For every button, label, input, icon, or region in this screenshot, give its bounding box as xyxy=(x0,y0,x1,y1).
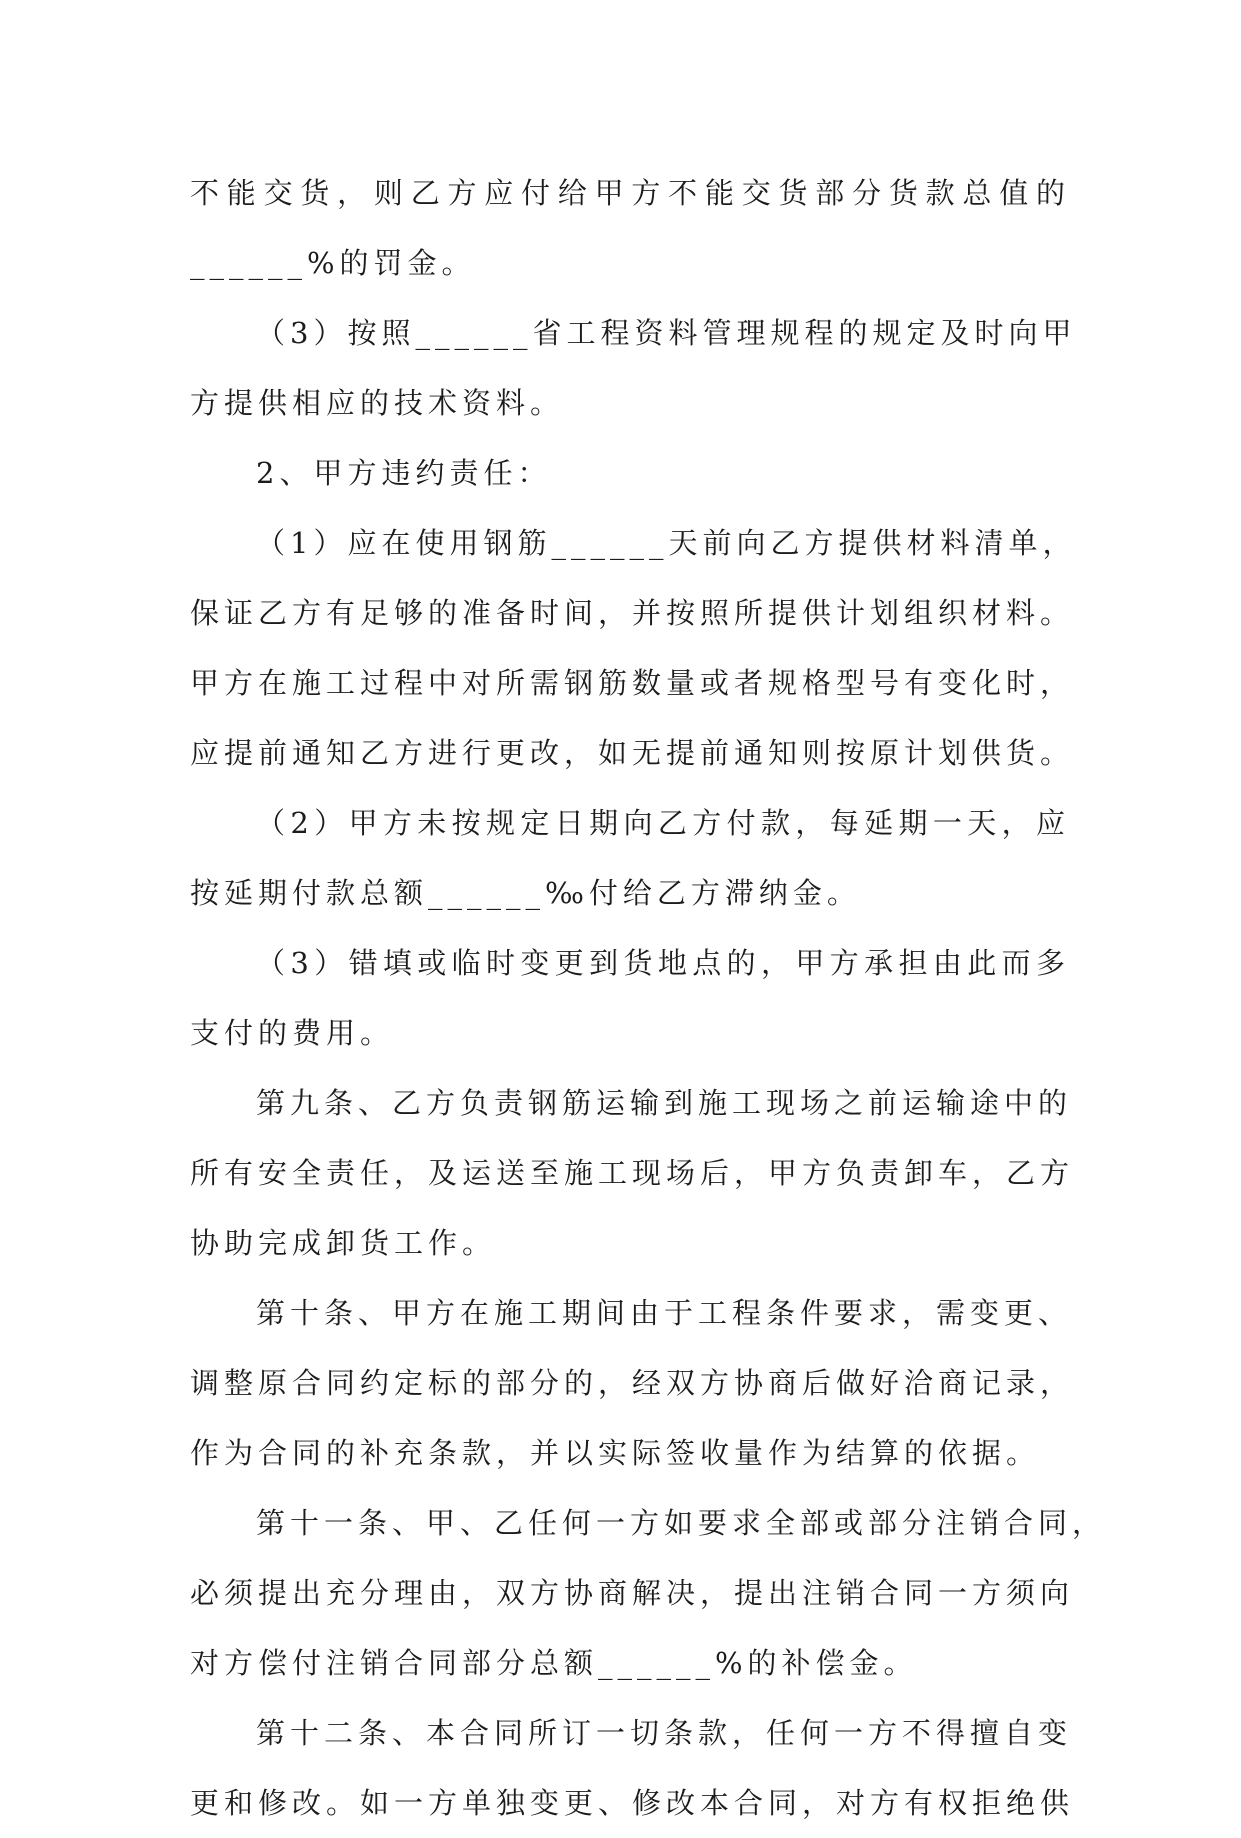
text-line: 2、甲方违约责任： xyxy=(256,456,552,490)
text-line: 应提前通知乙方进行更改，如无提前通知则按原计划供货。 xyxy=(190,736,1075,770)
text-line: 协助完成卸货工作。 xyxy=(190,1226,497,1260)
text-line: 支付的费用。 xyxy=(190,1016,395,1050)
text-line: 第十一条、甲、乙任何一方如要求全部或部分注销合同， xyxy=(256,1506,1107,1540)
text-line: 保证乙方有足够的准备时间，并按照所提供计划组织材料。 xyxy=(190,596,1075,630)
text-line: （1）应在使用钢筋______天前向乙方提供材料清单， xyxy=(256,526,1077,560)
text-line: （3）按照______省工程资料管理规程的规定及时向甲 xyxy=(256,316,1077,350)
text-line: 第十二条、本合同所订一切条款，任何一方不得擅自变 xyxy=(256,1716,1073,1750)
text-line: 按延期付款总额______‰付给乙方滞纳金。 xyxy=(190,876,861,910)
text-line: 第十条、甲方在施工期间由于工程条件要求，需变更、 xyxy=(256,1296,1073,1330)
text-line: 对方偿付注销合同部分总额______%的补偿金。 xyxy=(190,1646,918,1680)
text-line: 方提供相应的技术资料。 xyxy=(190,386,565,420)
text-line: （2）甲方未按规定日期向乙方付款，每延期一天，应 xyxy=(256,806,1070,840)
text-line: 作为合同的补充条款，并以实际签收量作为结算的依据。 xyxy=(190,1436,1041,1470)
text-line: 所有安全责任，及运送至施工现场后，甲方负责卸车，乙方 xyxy=(190,1156,1075,1190)
text-line: 第九条、乙方负责钢筋运输到施工现场之前运输途中的 xyxy=(256,1086,1073,1120)
text-line: 必须提出充分理由，双方协商解决，提出注销合同一方须向 xyxy=(190,1576,1075,1610)
text-line: 更和修改。如一方单独变更、修改本合同，对方有权拒绝供 xyxy=(190,1786,1075,1820)
text-line: 不能交货，则乙方应付给甲方不能交货部分货款总值的 xyxy=(190,176,1070,210)
text-line: 调整原合同约定标的部分的，经双方协商后做好洽商记录， xyxy=(190,1366,1075,1400)
text-line: 甲方在施工过程中对所需钢筋数量或者规格型号有变化时， xyxy=(190,666,1075,700)
contract-text-body xyxy=(190,158,1107,1838)
text-line: ______%的罚金。 xyxy=(190,246,476,280)
text-line: （3）错填或临时变更到货地点的，甲方承担由此而多 xyxy=(256,946,1070,980)
